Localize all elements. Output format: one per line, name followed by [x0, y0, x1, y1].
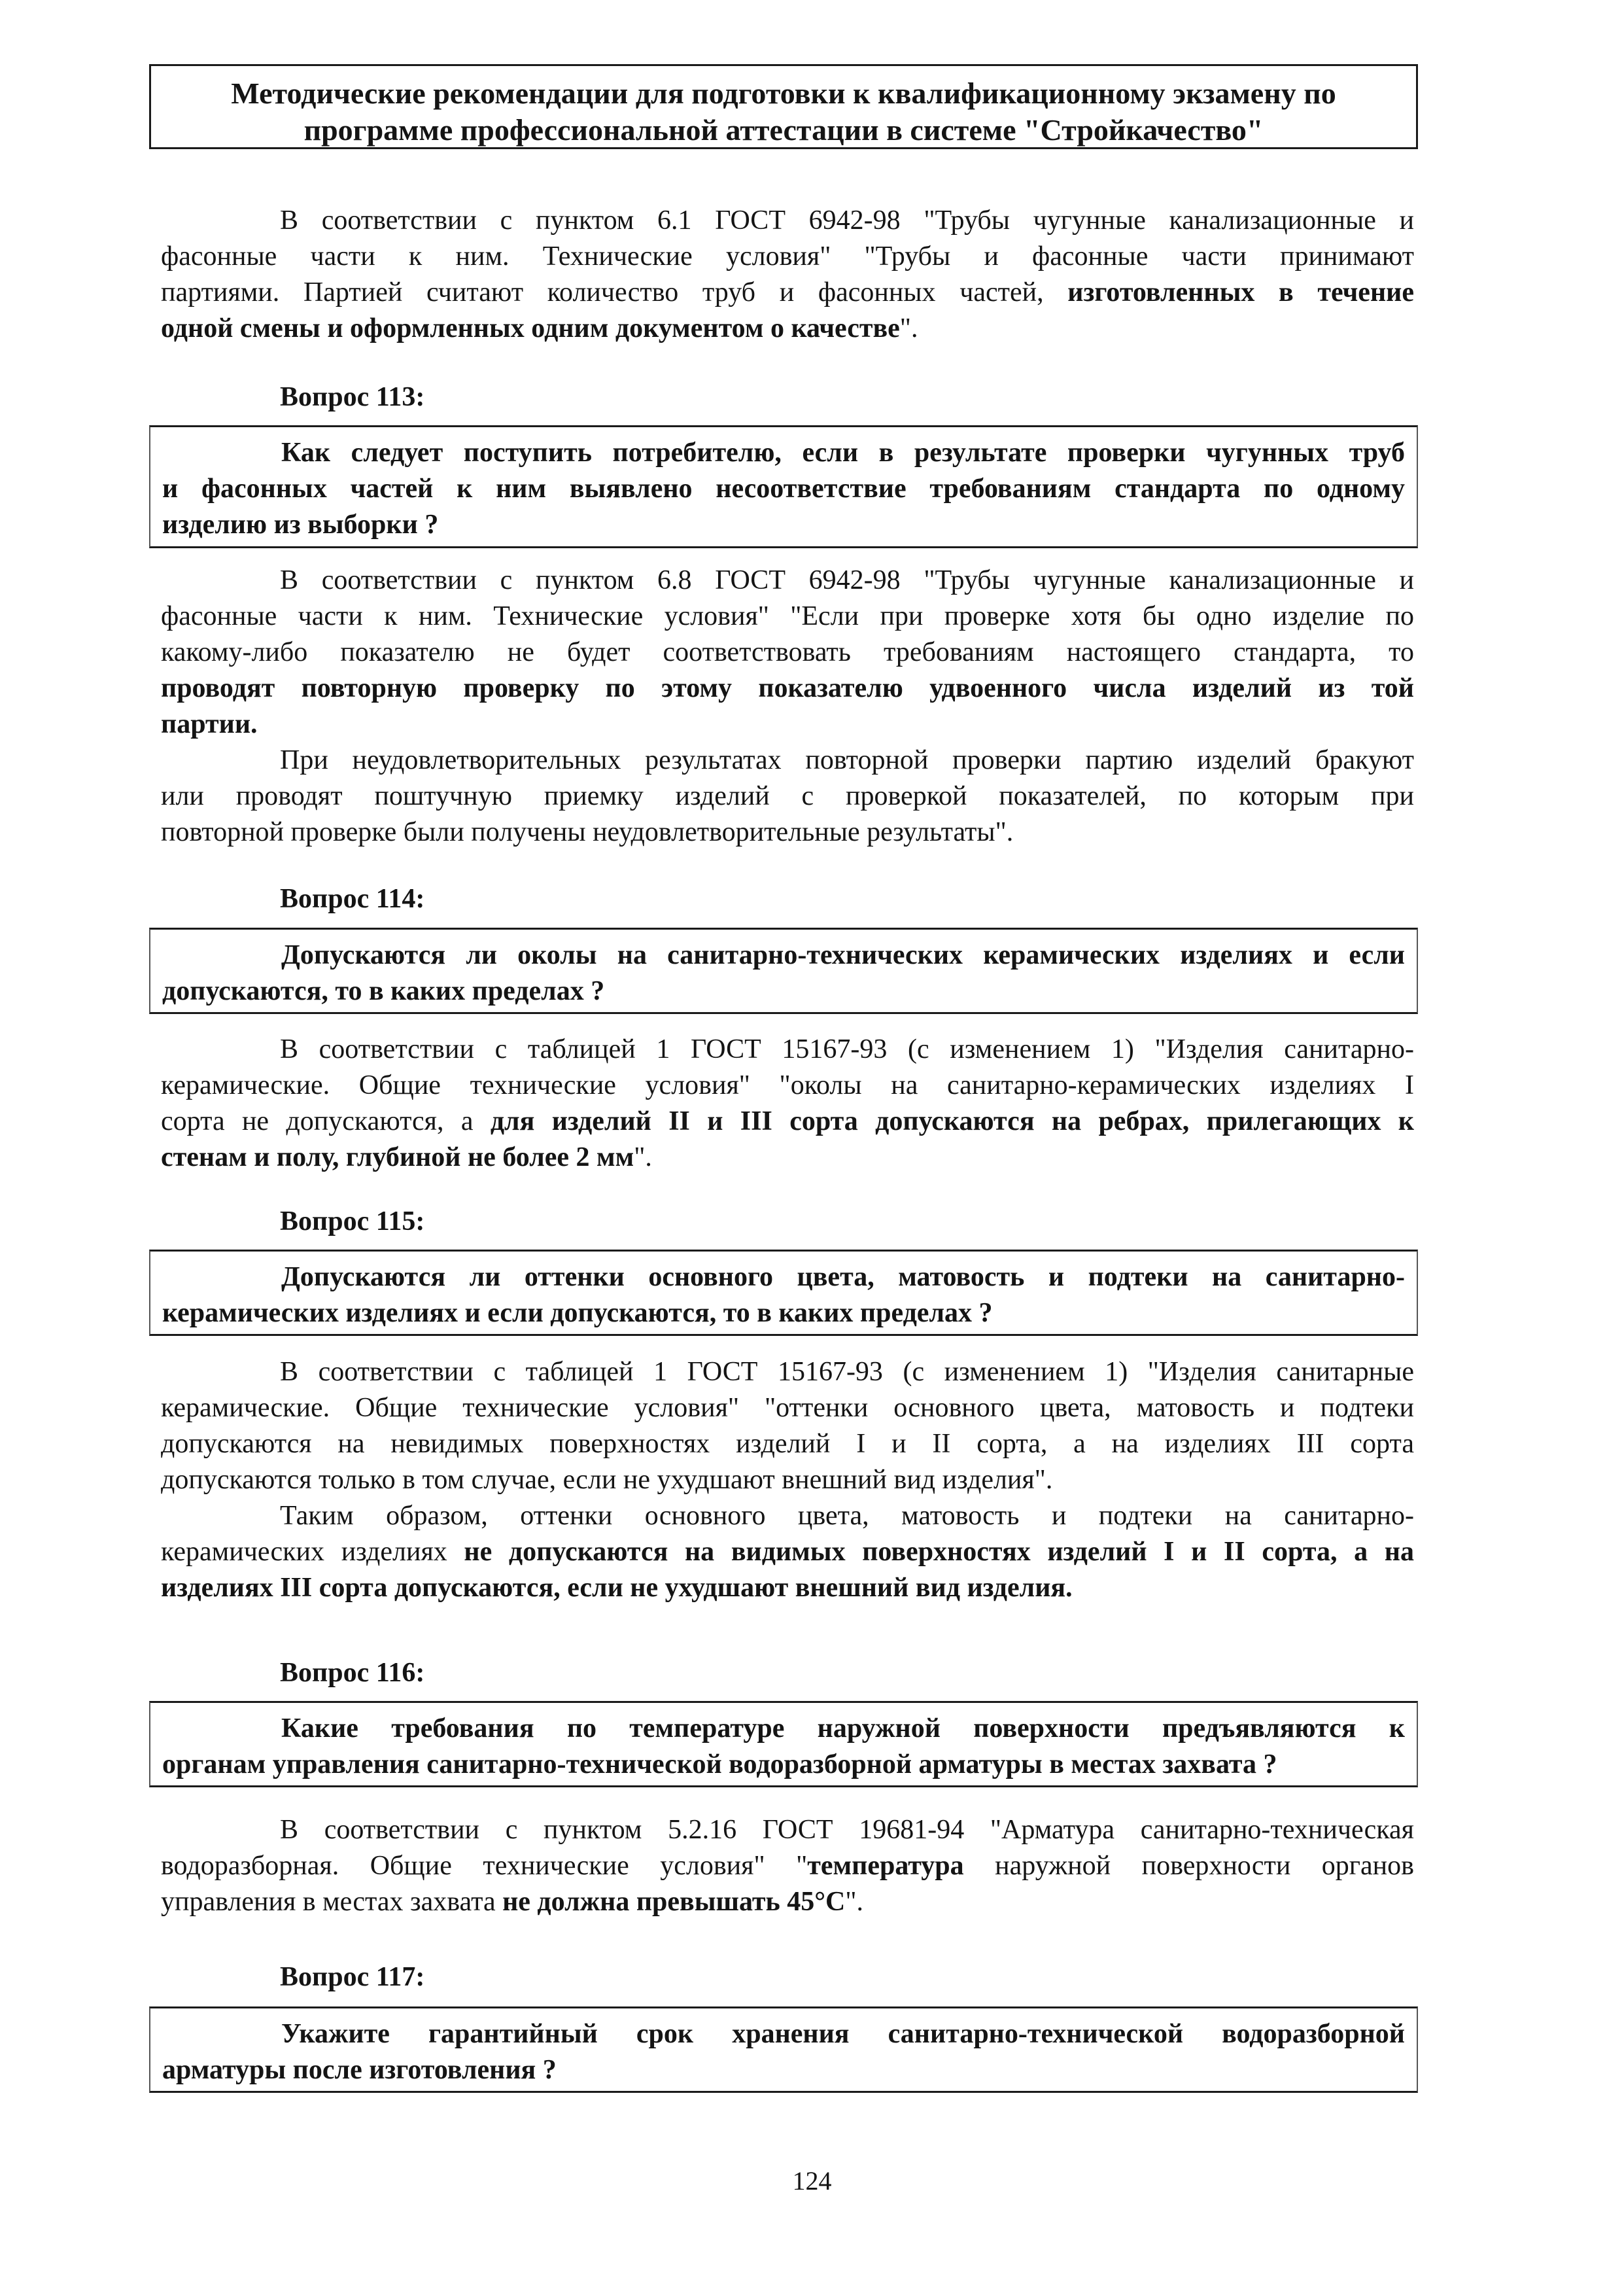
question-113-label: Вопрос 113: — [280, 382, 425, 412]
answer-113-paragraph: В соответствии с пунктом 6.8 ГОСТ 6942-98 "Трубы чугунные канализационные и фасонные части к ним. Технические условия" "Если при проверке хотя бы одно изделие по какому-либо показателю не будет соответствовать требованиям настоящего стандарта, то проводят повторную проверку по этому показателю удвоенного числа изделий из той партии. — [161, 565, 1414, 739]
page-number: 124 — [792, 2166, 832, 2196]
question-116-label: Вопрос 116: — [280, 1658, 425, 1688]
title-line-2: программе профессиональной аттестации в системе "Стройкачество" — [303, 113, 1264, 147]
text-line: партиями. Партией считают количество труб и фасонных частей, изготовленных в течение — [161, 277, 1414, 307]
text-line: одной смены и оформленных одним документом о качестве". — [161, 313, 918, 343]
text-line: фасонные части к ним. Технические условия" "Трубы и фасонные части принимают — [161, 241, 1414, 272]
question-114-text: Допускаются ли околы на санитарно-технических керамических изделиях и если допускаются, то в каких пределах ? — [162, 940, 1405, 1006]
answer-116-paragraph: В соответствии с пунктом 5.2.16 ГОСТ 19681-94 "Арматура санитарно-техническая водоразборная. Общие технические условия" "температура наружной поверхности органов управления в местах захвата не должна превышать 45°С". — [161, 1815, 1414, 1917]
answer-115-paragraph-2: Таким образом, оттенки основного цвета, матовость и подтеки на санитарно- керамических изделиях не допускаются на видимых поверхностях изделий I и II сорта, а на изделиях III сорта допускаются, если не ухудшают внешний вид изделия. — [161, 1501, 1414, 1603]
question-115-box — [149, 1250, 1418, 1336]
question-115-text: Допускаются ли оттенки основного цвета, матовость и подтеки на санитарно- керамических изделиях и если допускаются, то в каких пределах ? — [162, 1262, 1405, 1328]
question-113-box — [149, 425, 1418, 548]
header-title-box — [149, 64, 1418, 149]
intro-paragraph — [161, 203, 1414, 347]
question-114-label: Вопрос 114: — [280, 884, 425, 914]
answer-114-paragraph: В соответствии с таблицей 1 ГОСТ 15167-93 (с изменением 1) "Изделия санитарно- керамические. Общие технические условия" "околы на санитарно-керамических изделиях I сорта не допускаются, а для изделий II и III сорта допускаются на ребрах, прилегающих к стенам и полу, глубиной не более 2 мм". — [161, 1034, 1414, 1172]
answer-113-paragraph-2: При неудовлетворительных результатах повторной проверки партию изделий бракуют или проводят поштучную приемку изделий с проверкой показателей, по которым при повторной проверке были получены неудовлетворительные результаты". — [161, 745, 1414, 847]
question-114-box — [149, 928, 1418, 1014]
question-115-label: Вопрос 115: — [280, 1206, 425, 1236]
text-line: В соответствии с пунктом 6.1 ГОСТ 6942-98 "Трубы чугунные канализационные и — [280, 205, 1414, 236]
question-116-box — [149, 1701, 1418, 1787]
page-title — [151, 75, 1416, 149]
question-117-box — [149, 2006, 1418, 2093]
title-line-1: Методические рекомендации для подготовки к квалификационному экзамену по — [231, 77, 1336, 110]
question-113-text: Как следует поступить потребителю, если в результате проверки чугунных труб и фасонных частей к ним выявлено несоответствие требованиям стандарта по одному изделию из выборки ? — [162, 438, 1405, 540]
question-117-text: Укажите гарантийный срок хранения санитарно-технической водоразборной арматуры после изготовления ? — [162, 2019, 1405, 2085]
question-117-label: Вопрос 117: — [280, 1962, 425, 1992]
question-116-text: Какие требования по температуре наружной поверхности предъявляются к органам управления санитарно-технической водоразборной арматуры в местах захвата ? — [162, 1713, 1405, 1779]
answer-115-paragraph: В соответствии с таблицей 1 ГОСТ 15167-93 (с изменением 1) "Изделия санитарные керамические. Общие технические условия" "оттенки основного цвета, матовость и подтеки допускаются на невидимых поверхностях изделий I и II сорта, а на изделиях III сорта допускаются только в том случае, если не ухудшают внешний вид изделия". — [161, 1357, 1414, 1495]
